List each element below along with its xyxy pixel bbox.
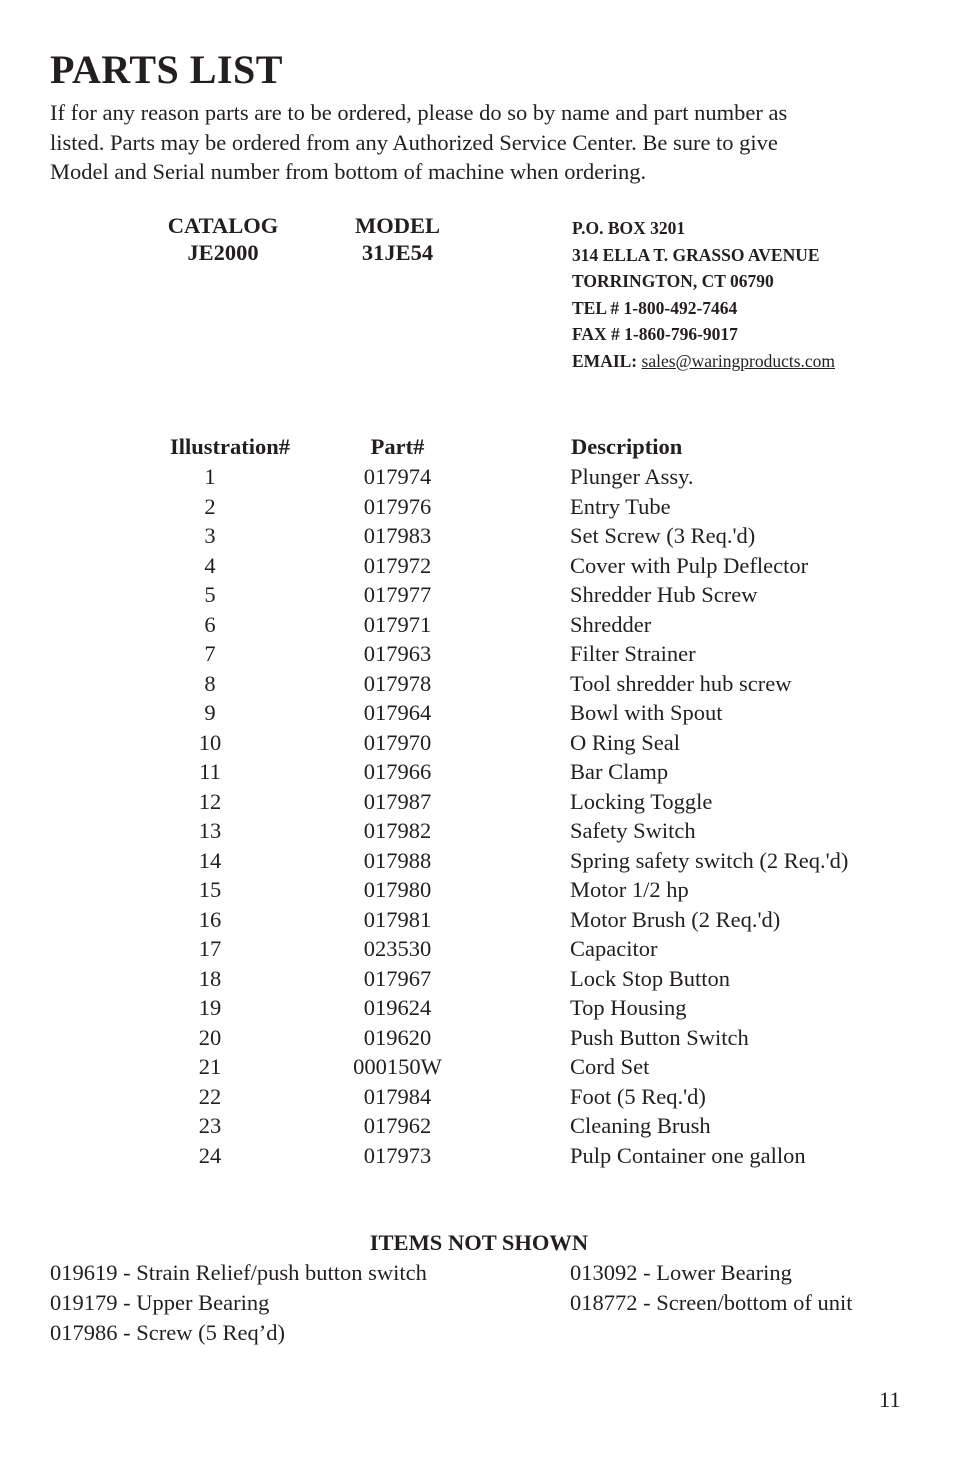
part-number: 017977 — [363, 582, 432, 607]
address-city: TORRINGTON, CT 06790 — [572, 271, 774, 291]
header-part: Part# — [370, 434, 425, 459]
address-street: 314 ELLA T. GRASSO AVENUE — [572, 244, 820, 265]
part-number: 017962 — [363, 1113, 432, 1138]
part-number: 017984 — [363, 1083, 432, 1109]
part-number: 017988 — [363, 847, 432, 873]
illustration-number: 9 — [204, 700, 216, 725]
illustration-number: 4 — [204, 552, 216, 578]
part-number: 017973 — [363, 1142, 432, 1168]
illustration-number: 1 — [204, 464, 216, 489]
items-not-shown-title-text: ITEMS NOT SHOWN — [369, 1230, 589, 1255]
address-tel: TEL # 1-800-492-7464 — [572, 297, 738, 318]
address-fax: FAX # 1-860-796-9017 — [572, 324, 738, 344]
part-description: Entry Tube — [570, 493, 671, 519]
part-description: Shredder Hub Screw — [570, 582, 758, 607]
part-description: Cleaning Brush — [570, 1113, 711, 1138]
table-row — [0, 1141, 954, 1171]
catalog-block — [150, 212, 296, 266]
intro-line: If for any reason parts are to be ordered, please do so by name and part number as — [50, 100, 788, 125]
part-number: 017971 — [363, 611, 432, 637]
table-row — [0, 1111, 954, 1141]
part-description: Motor Brush (2 Req.'d) — [570, 906, 781, 932]
illustration-number: 17 — [198, 936, 222, 961]
part-number: 019624 — [363, 995, 432, 1020]
address-po-box: P.O. BOX 3201 — [572, 218, 686, 238]
part-number: 017981 — [363, 906, 432, 932]
table-row — [0, 993, 954, 1023]
part-number: 019620 — [363, 1024, 432, 1050]
list-item: 017986 - Screw (5 Req’d) — [50, 1320, 285, 1345]
illustration-number: 20 — [198, 1024, 222, 1050]
table-row — [0, 1052, 954, 1082]
table-row — [0, 521, 954, 551]
illustration-number: 19 — [198, 995, 222, 1020]
illustration-number: 22 — [198, 1083, 222, 1109]
illustration-number: 14 — [198, 847, 222, 873]
table-row — [0, 846, 954, 876]
items-not-shown-right — [570, 1258, 852, 1318]
email-label: EMAIL: — [572, 350, 638, 371]
part-description: Bar Clamp — [570, 759, 669, 784]
list-item: 019179 - Upper Bearing — [50, 1290, 270, 1315]
part-number: 023530 — [363, 936, 432, 961]
table-row — [0, 462, 954, 492]
catalog-value: JE2000 — [187, 240, 259, 265]
table-row — [0, 934, 954, 964]
table-row — [0, 580, 954, 610]
items-not-shown-title — [0, 1228, 954, 1258]
part-number: 017980 — [363, 877, 432, 902]
illustration-number: 16 — [198, 906, 222, 932]
table-row — [0, 1082, 954, 1112]
part-description: Capacitor — [570, 936, 658, 961]
part-number: 017970 — [363, 729, 432, 755]
part-number: 017972 — [363, 552, 432, 578]
table-row — [0, 639, 954, 669]
part-description: Safety Switch — [570, 818, 696, 843]
part-description: Motor 1/2 hp — [570, 877, 689, 902]
address-email-line — [572, 348, 835, 375]
illustration-number: 24 — [198, 1142, 222, 1168]
illustration-number: 13 — [198, 818, 222, 843]
part-number: 017978 — [363, 670, 432, 696]
table-row — [0, 905, 954, 935]
part-description: Top Housing — [570, 995, 687, 1020]
table-row — [0, 964, 954, 994]
header-description: Description — [571, 434, 683, 459]
email-link[interactable]: sales@waringproducts.com — [641, 350, 836, 371]
intro-paragraph — [50, 98, 910, 187]
intro-line: listed. Parts may be ordered from any Authorized Service Center. Be sure to give — [50, 129, 778, 155]
table-row — [0, 1023, 954, 1053]
illustration-number: 5 — [204, 582, 216, 607]
part-number: 017963 — [363, 641, 432, 666]
part-description: Tool shredder hub screw — [570, 670, 792, 696]
table-row — [0, 492, 954, 522]
illustration-number: 21 — [198, 1054, 222, 1079]
table-row — [0, 875, 954, 905]
table-row — [0, 698, 954, 728]
illustration-number: 8 — [204, 670, 216, 696]
part-number: 017966 — [363, 759, 432, 784]
part-description: Spring safety switch (2 Req.'d) — [570, 847, 849, 873]
illustration-number: 3 — [204, 523, 216, 548]
part-number: 017974 — [363, 464, 432, 489]
model-value: 31JE54 — [361, 240, 434, 265]
part-description: Bowl with Spout — [570, 700, 723, 725]
table-row — [0, 669, 954, 699]
part-description: O Ring Seal — [570, 729, 680, 755]
part-number: 017982 — [363, 818, 432, 843]
model-label: MODEL — [354, 213, 440, 238]
catalog-label: CATALOG — [167, 213, 279, 238]
part-description: Locking Toggle — [570, 788, 713, 814]
part-description: Foot (5 Req.'d) — [570, 1083, 706, 1109]
illustration-number: 23 — [198, 1113, 222, 1138]
part-number: 000150W — [353, 1054, 442, 1079]
address-block — [572, 215, 835, 374]
table-row — [0, 816, 954, 846]
model-block — [340, 212, 455, 266]
part-description: Filter Strainer — [570, 641, 696, 666]
part-description: Pulp Container one gallon — [570, 1142, 806, 1168]
table-row — [0, 728, 954, 758]
illustration-number: 15 — [198, 877, 222, 902]
list-item: 018772 - Screen/bottom of unit — [570, 1290, 853, 1315]
part-number: 017964 — [363, 700, 432, 725]
part-number: 017987 — [363, 788, 432, 814]
part-description: Lock Stop Button — [570, 965, 731, 991]
part-description: Cord Set — [570, 1054, 650, 1079]
part-description: Set Screw (3 Req.'d) — [570, 523, 756, 548]
illustration-number: 11 — [199, 759, 221, 784]
part-description: Cover with Pulp Deflector — [570, 552, 809, 578]
intro-line: Model and Serial number from bottom of machine when ordering. — [50, 159, 647, 184]
part-description: Push Button Switch — [570, 1024, 749, 1050]
illustration-number: 6 — [204, 611, 216, 637]
parts-table — [0, 462, 954, 1170]
part-description: Plunger Assy. — [570, 464, 694, 489]
page-title: PARTS LIST — [50, 47, 283, 92]
illustration-number: 7 — [204, 641, 216, 666]
table-row — [0, 610, 954, 640]
items-not-shown-left — [50, 1258, 427, 1348]
illustration-number: 18 — [198, 965, 222, 991]
part-description: Shredder — [570, 611, 652, 637]
table-row — [0, 757, 954, 787]
part-number: 017967 — [363, 965, 432, 991]
list-item: 013092 - Lower Bearing — [570, 1260, 792, 1285]
part-number: 017983 — [363, 523, 432, 548]
page-number: 11 — [879, 1387, 901, 1412]
table-row — [0, 551, 954, 581]
illustration-number: 2 — [204, 493, 216, 519]
illustration-number: 10 — [198, 729, 222, 755]
list-item: 019619 - Strain Relief/push button switch — [50, 1260, 427, 1285]
header-illustration: Illustration# — [169, 434, 290, 459]
part-number: 017976 — [363, 493, 432, 519]
illustration-number: 12 — [198, 788, 222, 814]
table-row — [0, 787, 954, 817]
